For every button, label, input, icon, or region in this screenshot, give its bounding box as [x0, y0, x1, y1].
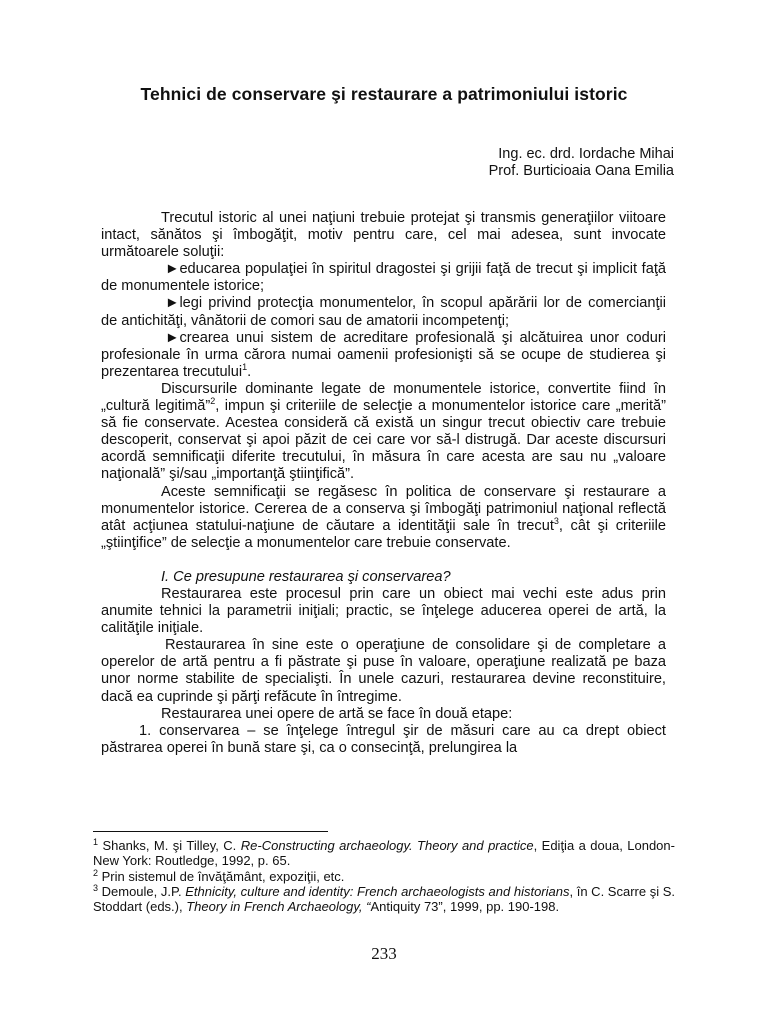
footnote-1: [93, 838, 675, 869]
section-heading: I. Ce presupune restaurarea şi conservarea?: [161, 568, 451, 585]
bullet-laws: ►legi privind protecţia monumentelor, în scopul apărării lor de comercianţii de antichităţi, vânătorii de comori sau de amatorii incompetenţi;: [101, 295, 666, 329]
footnote-ref-2[interactable]: 2: [210, 396, 216, 407]
paragraph-discourses: [101, 381, 666, 484]
footnote-3-book-title: Theory in French Archaeology, “: [186, 899, 371, 915]
paragraph-intro: Trecutul istoric al unei naţiuni trebuie protejat şi transmis generaţiilor viitoare intact, sănătos şi îmbogăţit, motiv pentru care, cel mai adesea, sunt invocate următoarele soluţii:: [101, 210, 666, 261]
paragraph-discourses-b: , impun şi criteriile de selecţie a monumentelor istorice care „merită” să fie conservate. Acestea consideră că există un singur trecut obiectiv care trebuie descoperit, conservat şi apoi păzit de cei care vor să-l distrugă. Dar aceste discursuri acordă semnificaţii diferite trecutului, în măsura în care acesta are sau nu „valoare naţională” şi/sau „importanţă ştiinţifică”.: [101, 398, 666, 483]
footnote-3-title: Ethnicity, culture and identity: French archaeologists and historians: [185, 883, 570, 899]
paragraph-meanings-a: Aceste semnificaţii se regăsesc în politica de conservare şi restaurare a monumentelor istorice. Cererea de a conserva şi îmbogăţi patrimoniul naţional reflectă atât acţiunea statului-naţiune de căutare a identităţii sale în trecut: [101, 483, 666, 534]
footnote-3-text-c: Antiquity 73”, 1999, pp. 190-198.: [370, 899, 560, 915]
bullet-education: ►educarea populaţiei în spiritul dragostei şi grijii faţă de trecut şi implicit faţă de monumentele istorice;: [101, 261, 666, 295]
footnote-2-text: Prin sistemul de învăţământ, expoziţii, etc.: [98, 868, 345, 884]
paragraph-meanings-b: , cât şi criteriile „ştiinţifice” de selecţie a monumentelor care trebuie conservate.: [101, 517, 666, 551]
footnote-3-number: 3: [93, 882, 99, 893]
paragraph-stages: Restaurarea unei opere de artă se face în două etape:: [161, 705, 513, 722]
footnote-3: [93, 884, 675, 915]
author-1: Ing. ec. drd. Iordache Mihai: [498, 146, 674, 162]
bullet-accreditation: [101, 330, 666, 381]
paragraph-meanings: [101, 484, 666, 552]
bullet-accreditation-text: ►crearea unui sistem de acreditare profesională şi alcătuirea unor coduri profesionale în urma cărora numai oamenii profesionişti să se ocupe de studierea şi prezentarea trecutului: [101, 329, 666, 380]
author-2: Prof. Burticioaia Oana Emilia: [488, 163, 674, 179]
footnote-ref-3[interactable]: 3: [553, 515, 559, 526]
footnote-2-number: 2: [93, 867, 99, 878]
paragraph-conservation: 1. conservarea – se înţelege întregul şir de măsuri care au ca drept obiect păstrarea operei în bună stare şi, ca o consecinţă, prelungirea la: [101, 722, 666, 756]
footnotes: [93, 838, 675, 914]
bullet-accreditation-end: .: [247, 363, 252, 380]
footnote-ref-1[interactable]: 1: [242, 361, 248, 372]
footnote-3-text-a: Demoule, J.P.: [98, 883, 186, 899]
footnote-1-text-b: , Ediţia a doua, London-New York: Routledge, 1992, p. 65.: [93, 838, 675, 869]
article-title: Tehnici de conservare şi restaurare a patrimoniului istoric: [140, 84, 628, 104]
footnote-1-text-a: Shanks, M. şi Tilley, C.: [98, 838, 241, 853]
author-block: [489, 146, 674, 180]
paragraph-restoration-def: Restaurarea este procesul prin care un obiect mai vechi este adus prin anumite tehnici la parametrii iniţiali; practic, se înţelege aducerea operei de artă, la calităţile iniţiale.: [101, 585, 666, 637]
footnote-2: [93, 869, 675, 884]
footnote-separator: [93, 831, 328, 832]
footnote-1-book-title: Re-Constructing archaeology. Theory and practice: [240, 838, 534, 853]
footnote-3-text-b: , în C. Scarre şi S. Stoddart (eds.),: [93, 883, 675, 915]
paragraph-discourses-a: Discursurile dominante legate de monumentele istorice, convertite fiind în „cultură legitimă”: [101, 380, 666, 415]
page-number: 233: [371, 944, 397, 963]
footnote-1-number: 1: [93, 837, 99, 847]
paragraph-restoration-itself: Restaurarea în sine este o operaţiune de consolidare şi de completare a operelor de artă pentru a fi păstrate şi puse în valoare, operaţiune realizată pe baza unor norme stabilite de specialişti. În unele cazuri, restaurarea devine reconstituire, dacă ea cuprinde şi părţi refăcute în întregime.: [101, 637, 666, 705]
body-text: [101, 210, 666, 757]
